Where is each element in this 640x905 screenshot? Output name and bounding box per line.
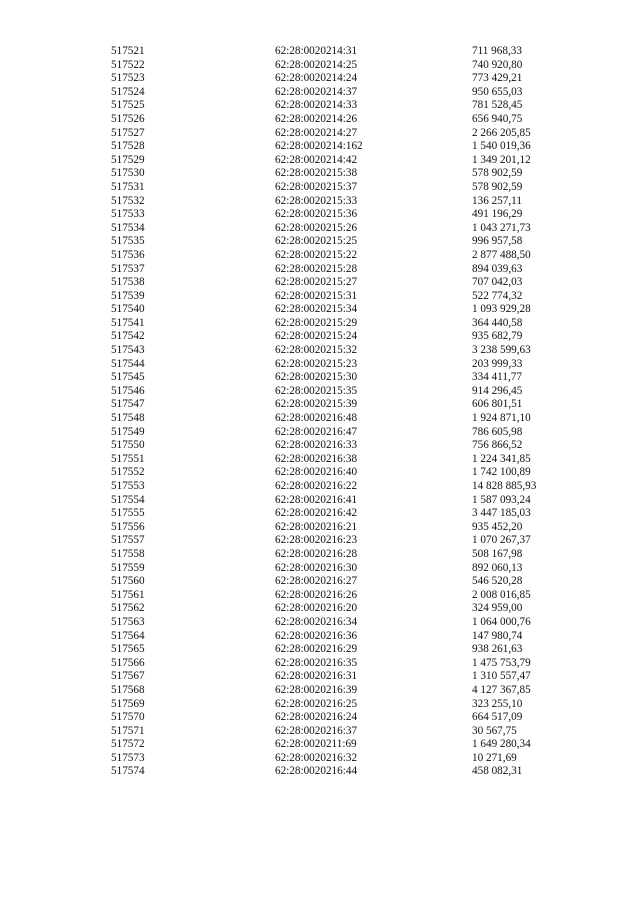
table-row [0, 181, 640, 195]
cadastral-number: 62:28:0020216:30 [275, 561, 358, 574]
row-number: 517571 [111, 724, 145, 737]
cadastral-value: 1 043 271,73 [472, 221, 531, 234]
row-number: 517557 [111, 534, 145, 547]
cadastral-value: 203 999,33 [472, 357, 523, 370]
cadastral-number: 62:28:0020216:35 [275, 656, 358, 669]
cadastral-number: 62:28:0020214:31 [275, 45, 358, 57]
table-row [0, 195, 640, 209]
row-number: 517537 [111, 262, 145, 275]
cadastral-number: 62:28:0020211:69 [275, 738, 357, 751]
table-row [0, 86, 640, 100]
cadastral-number: 62:28:0020215:24 [275, 330, 358, 343]
table-row [0, 45, 640, 59]
table-row [0, 698, 640, 712]
row-number: 517529 [111, 153, 145, 166]
cadastral-number: 62:28:0020216:24 [275, 711, 358, 724]
table-row [0, 711, 640, 725]
table-row [0, 412, 640, 426]
cadastral-value: 773 429,21 [472, 72, 523, 85]
cadastral-value: 606 801,51 [472, 398, 523, 411]
cadastral-number: 62:28:0020216:47 [275, 425, 358, 438]
row-number: 517556 [111, 520, 145, 533]
cadastral-value: 491 196,29 [472, 208, 523, 221]
row-number: 517534 [111, 221, 145, 234]
row-number: 517558 [111, 547, 145, 560]
row-number: 517547 [111, 398, 145, 411]
cadastral-number: 62:28:0020216:32 [275, 751, 358, 764]
cadastral-number: 62:28:0020216:41 [275, 493, 358, 506]
row-number: 517568 [111, 683, 145, 696]
cadastral-number: 62:28:0020215:35 [275, 384, 358, 397]
row-number: 517539 [111, 289, 145, 302]
table-row [0, 344, 640, 358]
cadastral-value: 1 924 871,10 [472, 412, 531, 425]
row-number: 517545 [111, 371, 145, 384]
cadastral-number: 62:28:0020216:28 [275, 547, 358, 560]
cadastral-number: 62:28:0020215:34 [275, 303, 358, 316]
row-number: 517525 [111, 99, 145, 112]
table-row [0, 330, 640, 344]
cadastral-number: 62:28:0020216:31 [275, 670, 358, 683]
cadastral-number: 62:28:0020216:20 [275, 602, 358, 615]
cadastral-value: 1 649 280,34 [472, 738, 531, 751]
row-number: 517569 [111, 697, 145, 710]
cadastral-value: 3 447 185,03 [472, 507, 531, 520]
cadastral-number: 62:28:0020216:27 [275, 575, 358, 588]
row-number: 517544 [111, 357, 145, 370]
table-row [0, 453, 640, 467]
cadastral-value: 1 742 100,89 [472, 466, 531, 479]
table-row [0, 398, 640, 412]
row-number: 517524 [111, 85, 145, 98]
cadastral-number: 62:28:0020215:39 [275, 398, 358, 411]
cadastral-number: 62:28:0020214:42 [275, 153, 358, 166]
cadastral-value: 546 520,28 [472, 575, 523, 588]
cadastral-number: 62:28:0020214:25 [275, 58, 358, 71]
table-row [0, 507, 640, 521]
table-row [0, 263, 640, 277]
cadastral-number: 62:28:0020216:21 [275, 520, 358, 533]
row-number: 517533 [111, 208, 145, 221]
table-row [0, 167, 640, 181]
cadastral-value: 30 567,75 [472, 724, 517, 737]
table-row [0, 99, 640, 113]
table-row [0, 521, 640, 535]
table-row [0, 725, 640, 739]
row-number: 517563 [111, 615, 145, 628]
cadastral-value: 664 517,09 [472, 711, 523, 724]
cadastral-number: 62:28:0020216:37 [275, 724, 358, 737]
table-row [0, 466, 640, 480]
cadastral-number: 62:28:0020214:27 [275, 126, 358, 139]
cadastral-value: 894 039,63 [472, 262, 523, 275]
row-number: 517526 [111, 112, 145, 125]
row-number: 517564 [111, 629, 145, 642]
row-number: 517561 [111, 588, 145, 601]
cadastral-number: 62:28:0020216:42 [275, 507, 358, 520]
row-number: 517552 [111, 466, 145, 479]
cadastral-value: 938 261,63 [472, 643, 523, 656]
cadastral-value: 1 093 929,28 [472, 303, 531, 316]
cadastral-number: 62:28:0020215:29 [275, 316, 358, 329]
table-row [0, 303, 640, 317]
cadastral-value: 1 587 093,24 [472, 493, 531, 506]
cadastral-value-table [0, 45, 640, 779]
table-row [0, 140, 640, 154]
cadastral-value: 458 082,31 [472, 765, 523, 778]
table-row [0, 222, 640, 236]
cadastral-number: 62:28:0020216:25 [275, 697, 358, 710]
table-row [0, 317, 640, 331]
cadastral-value: 323 255,10 [472, 697, 523, 710]
table-row [0, 562, 640, 576]
cadastral-value: 4 127 367,85 [472, 683, 531, 696]
cadastral-number: 62:28:0020216:26 [275, 588, 358, 601]
cadastral-number: 62:28:0020215:33 [275, 194, 358, 207]
cadastral-value: 656 940,75 [472, 112, 523, 125]
cadastral-value: 10 271,69 [472, 751, 517, 764]
row-number: 517555 [111, 507, 145, 520]
table-row [0, 480, 640, 494]
row-number: 517521 [111, 45, 145, 57]
cadastral-number: 62:28:0020214:162 [275, 140, 363, 153]
row-number: 517543 [111, 344, 145, 357]
row-number: 517523 [111, 72, 145, 85]
row-number: 517536 [111, 248, 145, 261]
row-number: 517565 [111, 643, 145, 656]
row-number: 517550 [111, 439, 145, 452]
cadastral-value: 334 411,77 [472, 371, 522, 384]
cadastral-number: 62:28:0020216:29 [275, 643, 358, 656]
table-row [0, 548, 640, 562]
table-row [0, 630, 640, 644]
row-number: 517535 [111, 235, 145, 248]
table-row [0, 426, 640, 440]
cadastral-number: 62:28:0020215:25 [275, 235, 358, 248]
table-row [0, 684, 640, 698]
row-number: 517542 [111, 330, 145, 343]
row-number: 517553 [111, 480, 145, 492]
table-row [0, 113, 640, 127]
table-row [0, 602, 640, 616]
cadastral-value: 508 167,98 [472, 547, 523, 560]
table-row [0, 59, 640, 73]
row-number: 517528 [111, 140, 145, 153]
cadastral-value: 522 774,32 [472, 289, 523, 302]
cadastral-number: 62:28:0020216:34 [275, 615, 358, 628]
table-row [0, 738, 640, 752]
cadastral-value: 1 070 267,37 [472, 534, 531, 547]
table-row [0, 589, 640, 603]
cadastral-number: 62:28:0020215:30 [275, 371, 358, 384]
row-number: 517573 [111, 751, 145, 764]
cadastral-value: 756 866,52 [472, 439, 523, 452]
cadastral-number: 62:28:0020214:24 [275, 72, 358, 85]
table-row [0, 290, 640, 304]
row-number: 517570 [111, 711, 145, 724]
table-row [0, 154, 640, 168]
row-number: 517546 [111, 384, 145, 397]
row-number: 517540 [111, 303, 145, 316]
cadastral-value: 711 968,33 [472, 45, 522, 57]
row-number: 517531 [111, 180, 145, 193]
table-row [0, 670, 640, 684]
cadastral-number: 62:28:0020215:26 [275, 221, 358, 234]
cadastral-value: 136 257,11 [472, 194, 522, 207]
table-row [0, 657, 640, 671]
cadastral-number: 62:28:0020216:48 [275, 412, 358, 425]
cadastral-value: 1 540 019,36 [472, 140, 531, 153]
cadastral-number: 62:28:0020214:26 [275, 112, 358, 125]
cadastral-number: 62:28:0020215:31 [275, 289, 358, 302]
cadastral-number: 62:28:0020216:38 [275, 452, 358, 465]
cadastral-value: 364 440,58 [472, 316, 523, 329]
table-row [0, 208, 640, 222]
cadastral-number: 62:28:0020215:38 [275, 167, 358, 180]
cadastral-value: 578 902,59 [472, 167, 523, 180]
table-row [0, 494, 640, 508]
row-number: 517574 [111, 765, 145, 778]
row-number: 517551 [111, 452, 145, 465]
table-row [0, 276, 640, 290]
table-row [0, 616, 640, 630]
table-row [0, 752, 640, 766]
table-row [0, 643, 640, 657]
cadastral-value: 950 655,03 [472, 85, 523, 98]
row-number: 517560 [111, 575, 145, 588]
row-number: 517541 [111, 316, 145, 329]
cadastral-number: 62:28:0020214:33 [275, 99, 358, 112]
row-number: 517532 [111, 194, 145, 207]
cadastral-number: 62:28:0020216:40 [275, 466, 358, 479]
cadastral-value: 324 959,00 [472, 602, 523, 615]
cadastral-value: 2 266 205,85 [472, 126, 531, 139]
cadastral-number: 62:28:0020215:36 [275, 208, 358, 221]
table-row [0, 385, 640, 399]
cadastral-value: 935 452,20 [472, 520, 523, 533]
table-row [0, 575, 640, 589]
cadastral-value: 781 528,45 [472, 99, 523, 112]
row-number: 517527 [111, 126, 145, 139]
cadastral-value: 892 060,13 [472, 561, 523, 574]
cadastral-number: 62:28:0020214:37 [275, 85, 358, 98]
cadastral-number: 62:28:0020215:32 [275, 344, 358, 357]
row-number: 517567 [111, 670, 145, 683]
cadastral-value: 740 920,80 [472, 58, 523, 71]
cadastral-value: 2 877 488,50 [472, 248, 531, 261]
row-number: 517559 [111, 561, 145, 574]
table-row [0, 249, 640, 263]
cadastral-value: 1 310 557,47 [472, 670, 531, 683]
table-row [0, 235, 640, 249]
cadastral-number: 62:28:0020216:33 [275, 439, 358, 452]
table-row [0, 358, 640, 372]
cadastral-value: 935 682,79 [472, 330, 523, 343]
cadastral-number: 62:28:0020215:22 [275, 248, 358, 261]
row-number: 517554 [111, 493, 145, 506]
cadastral-number: 62:28:0020215:27 [275, 276, 358, 289]
table-row [0, 371, 640, 385]
cadastral-value: 1 064 000,76 [472, 615, 531, 628]
cadastral-number: 62:28:0020215:37 [275, 180, 358, 193]
cadastral-value: 786 605,98 [472, 425, 523, 438]
cadastral-number: 62:28:0020215:28 [275, 262, 358, 275]
cadastral-value: 14 828 885,93 [472, 480, 537, 492]
cadastral-number: 62:28:0020216:22 [275, 480, 358, 492]
cadastral-number: 62:28:0020216:36 [275, 629, 358, 642]
table-row [0, 439, 640, 453]
cadastral-value: 3 238 599,63 [472, 344, 531, 357]
row-number: 517572 [111, 738, 145, 751]
table-row [0, 765, 640, 779]
cadastral-value: 707 042,03 [472, 276, 523, 289]
cadastral-number: 62:28:0020215:23 [275, 357, 358, 370]
row-number: 517566 [111, 656, 145, 669]
cadastral-value: 996 957,58 [472, 235, 523, 248]
row-number: 517548 [111, 412, 145, 425]
row-number: 517549 [111, 425, 145, 438]
cadastral-value: 147 980,74 [472, 629, 523, 642]
cadastral-value: 2 008 016,85 [472, 588, 531, 601]
table-row [0, 72, 640, 86]
table-row [0, 127, 640, 141]
row-number: 517530 [111, 167, 145, 180]
cadastral-value: 1 349 201,12 [472, 153, 531, 166]
cadastral-number: 62:28:0020216:44 [275, 765, 358, 778]
table-row [0, 534, 640, 548]
cadastral-value: 578 902,59 [472, 180, 523, 193]
cadastral-value: 1 224 341,85 [472, 452, 531, 465]
row-number: 517562 [111, 602, 145, 615]
cadastral-number: 62:28:0020216:23 [275, 534, 358, 547]
cadastral-number: 62:28:0020216:39 [275, 683, 358, 696]
row-number: 517538 [111, 276, 145, 289]
cadastral-value: 914 296,45 [472, 384, 523, 397]
cadastral-value: 1 475 753,79 [472, 656, 531, 669]
row-number: 517522 [111, 58, 145, 71]
